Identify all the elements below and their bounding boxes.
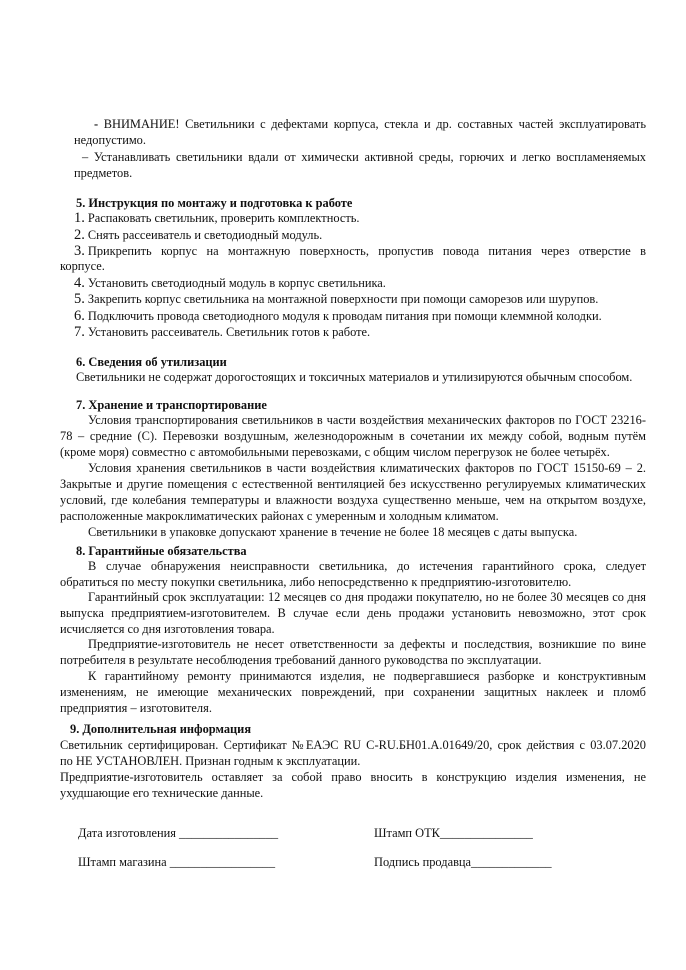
step-number: 3. bbox=[74, 243, 85, 259]
s8-para-line: обратиться по месту покупки светильника, либо непосредственно к предприятию-изготовителю. bbox=[60, 575, 572, 589]
s8-para-line: В случае обнаружения неисправности светильника, до истечения гарантийного срока, следует bbox=[88, 559, 646, 573]
step-number: 2. bbox=[74, 227, 85, 243]
section-7-heading: 7. Хранение и транспортирование bbox=[76, 398, 267, 412]
section-5-heading: 5. Инструкция по монтажу и подготовка к работе bbox=[76, 196, 353, 210]
step-number: 1. bbox=[74, 210, 85, 226]
step-1 bbox=[74, 211, 646, 225]
s9-para-line: Предприятие-изготовитель оставляет за собой право вносить в конструкцию изделия изменения, не bbox=[60, 770, 646, 784]
step-3 bbox=[74, 244, 646, 258]
s8-para-line: Гарантийный срок эксплуатации: 12 месяцев со дня продажи покупателю, но не более 30 месяцев со дня bbox=[88, 590, 646, 604]
s9-para-line: Светильник сертифицирован. Сертификат №ЕАЭС RU C-RU.БН01.А.01649/20, срок действия с 03.07.2020 bbox=[60, 738, 646, 752]
step-7 bbox=[74, 325, 646, 339]
step-4 bbox=[74, 276, 646, 290]
step-text: Снять рассеиватель и светодиодный модуль. bbox=[87, 228, 323, 242]
s7-para-line: 78 – средние (С). Перевозки воздушным, железнодорожным в сочетании их между собой, водным путём bbox=[60, 429, 646, 443]
s7-para-line: Условия транспортирования светильников в части воздействия механических факторов по ГОСТ 23216- bbox=[88, 413, 646, 427]
warning-2-cont: предметов. bbox=[74, 166, 133, 180]
seller-signature-field: Подпись продавца_____________ bbox=[374, 855, 552, 869]
section-6-heading: 6. Сведения об утилизации bbox=[76, 355, 227, 369]
s7-para-line: Светильники в упаковке допускают хранение в течение не более 18 месяцев с даты выпуска. bbox=[88, 525, 578, 539]
step-2 bbox=[74, 228, 646, 242]
step-number: 6. bbox=[74, 308, 85, 324]
s7-para-line: Закрытые и другие помещения с естественной вентиляцией без искусственно регулируемых климатических bbox=[60, 477, 646, 491]
step-text: Распаковать светильник, проверить комплектность. bbox=[87, 211, 360, 225]
bullet-dash: – bbox=[82, 150, 94, 164]
step-3-cont: корпусе. bbox=[60, 259, 105, 273]
step-5 bbox=[74, 292, 646, 306]
s7-para-line: условий, где колебания температуры и влажности воздуха существенно меньше, чем на открытом воздухе, bbox=[60, 493, 646, 507]
s8-para-line: предприятия – изготовителя. bbox=[60, 701, 212, 715]
step-text: Установить рассеиватель. Светильник готов к работе. bbox=[87, 325, 371, 339]
section-9-heading: 9. Дополнительная информация bbox=[70, 722, 252, 736]
s9-para-line: по НЕ УСТАНОВЛЕН. Признан годным к эксплуатации. bbox=[60, 754, 361, 768]
step-text: Закрепить корпус светильника на монтажной поверхности при помощи саморезов или шурупов. bbox=[87, 292, 599, 306]
s7-para-line: Условия хранения светильников в части воздействия климатических факторов по ГОСТ 15150-69 – 2. bbox=[88, 461, 646, 475]
step-text: Подключить провода светодиодного модуля к проводам питания при помощи клеммной колодки. bbox=[87, 309, 602, 323]
shop-stamp-field: Штамп магазина _________________ bbox=[78, 855, 276, 869]
step-number: 5. bbox=[74, 291, 85, 307]
step-6 bbox=[74, 309, 646, 323]
step-number: 7. bbox=[74, 324, 85, 340]
warning-1 bbox=[94, 117, 646, 131]
s7-para-line: расположенные макроклиматических районах с умеренным и холодным климатом. bbox=[60, 509, 499, 523]
step-text: Прикрепить корпус на монтажную поверхность, пропустив повода питания через отверстие в bbox=[87, 244, 646, 258]
s9-para-line: ухудшающие его технические данные. bbox=[60, 786, 264, 800]
otk-stamp-field: Штамп ОТК_______________ bbox=[374, 826, 533, 840]
date-made-field: Дата изготовления ________________ bbox=[78, 826, 279, 840]
warning-2 bbox=[82, 150, 646, 164]
step-number: 4. bbox=[74, 275, 85, 291]
s8-para-line: изменениям, не имеющие механических повреждений, при сохранении защитных наклеек и пломб bbox=[60, 685, 646, 699]
s8-para-line: Предприятие-изготовитель не несет ответственности за дефекты и последствия, возникшие по вине bbox=[88, 637, 646, 651]
s8-para-line: исчисляется со дня изготовления товара. bbox=[60, 622, 275, 636]
section-6-text: Светильники не содержат дорогостоящих и токсичных материалов и утилизируются обычным способом. bbox=[76, 370, 633, 384]
warning-1-text: ВНИМАНИЕ! Светильники с дефектами корпуса, стекла и др. составных частей эксплуатировать bbox=[103, 117, 646, 131]
warning-2-text: Устанавливать светильники вдали от химически активной среды, горючих и легко воспламеняемых bbox=[93, 150, 647, 164]
s8-para-line: К гарантийному ремонту принимаются изделия, не подвергавшиеся разборке и конструктивным bbox=[88, 669, 646, 683]
section-8-heading: 8. Гарантийные обязательства bbox=[76, 544, 247, 558]
s7-para-line: (кроме моря) совместно с автомобильными перевозками, с общим числом перегрузок не более четырёх. bbox=[60, 445, 610, 459]
s8-para-line: выпуска предприятием-изготовителем. В случае если день продажи установить невозможно, этот срок bbox=[60, 606, 646, 620]
step-text: Установить светодиодный модуль в корпус светильника. bbox=[87, 276, 386, 290]
warning-1-cont: недопустимо. bbox=[74, 133, 146, 147]
s8-para-line: потребителя в результате несоблюдения требований данного руководства по эксплуатации. bbox=[60, 653, 542, 667]
bullet-dash: - bbox=[94, 117, 104, 131]
